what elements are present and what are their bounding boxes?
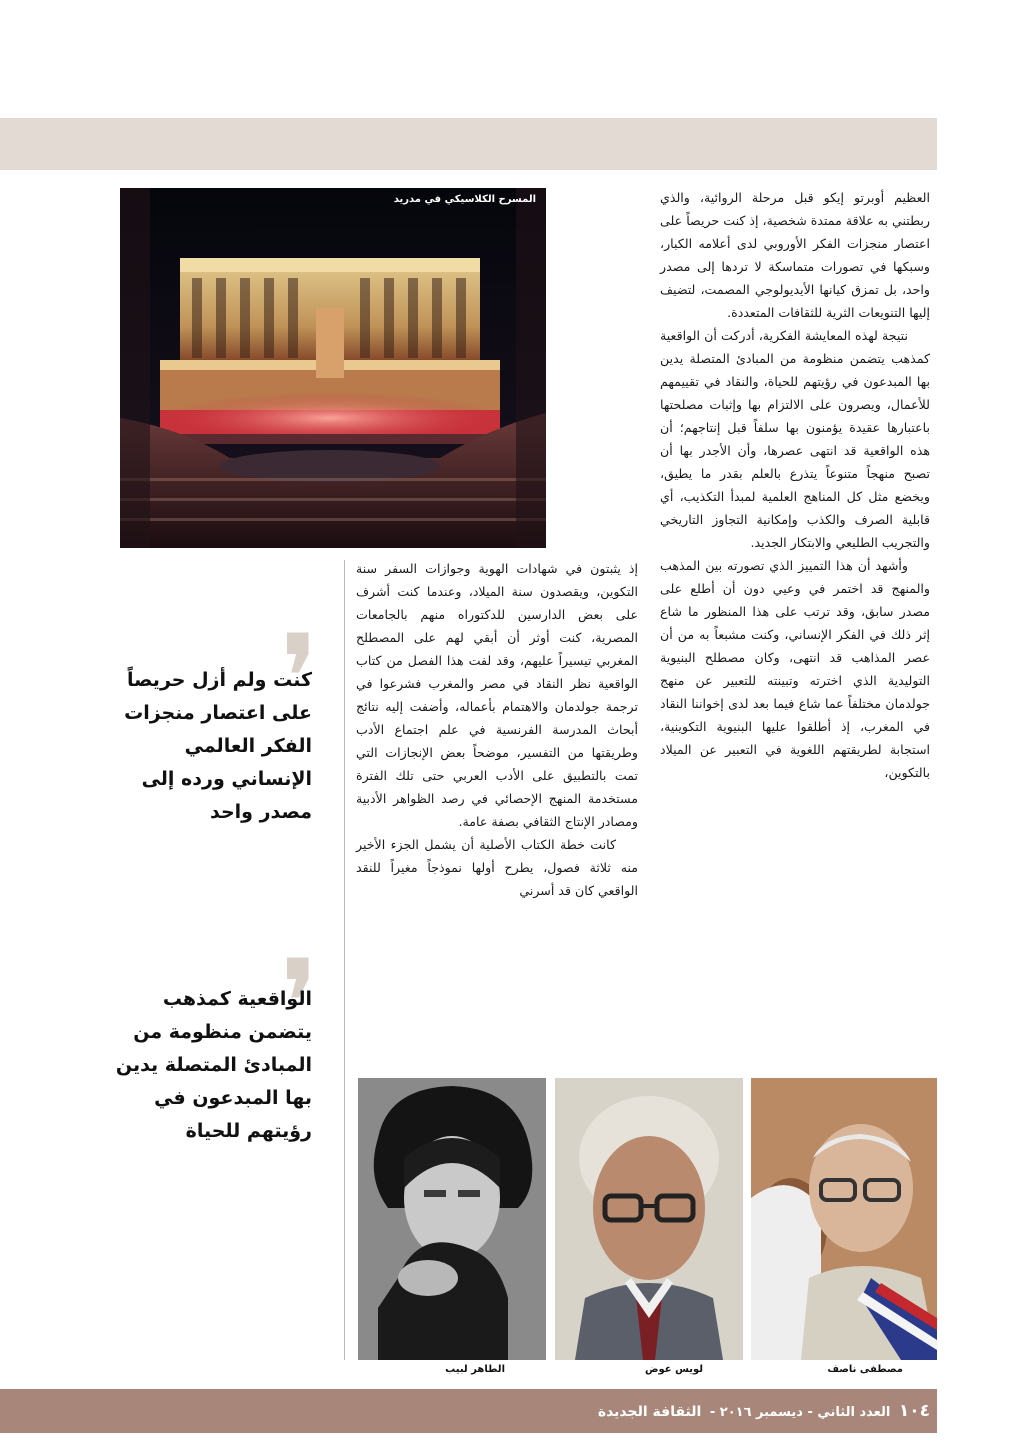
theater-photo (120, 188, 546, 548)
portrait-caption: لويس عوض (645, 1364, 703, 1375)
pull-quote: كنت ولم أزل حريصاً على اعتصار منجزات الفكر العالمي الإنساني ورده إلى مصدر واحد (124, 669, 312, 823)
quote-mark-icon: ❜ (280, 935, 319, 1074)
paragraph: كانت خطة الكتاب الأصلية أن يشمل الجزء الأخير منه ثلاثة فصول، يطرح أولها نموذجاً مغيراً للنقد الواقعي كان قد أسرني (356, 837, 638, 898)
column-divider (344, 560, 345, 1360)
issue-info: العدد الثاني - ديسمبر ٢٠١٦ - (709, 1405, 891, 1420)
photo-caption: المسرح الكلاسيكي في مدريد (393, 194, 536, 205)
magazine-logo: الثقافة الجديدة (597, 1404, 702, 1420)
text-column-right (660, 186, 930, 784)
portrait-photo (358, 1078, 546, 1360)
paragraph: العظيم أوبرتو إيكو قبل مرحلة الروائية، والذي ربطتني به علاقة ممتدة شخصية، إذ كنت حريصاً على اعتصار منجزات الفكر الأوروبي لدى أعلامه الكبار، وسبكها في تصورات متماسكة لا تردها إلى مصدر واحد، بل تمزق كيانها الأيديولوجي المصمت، لتضيف إليها التنويعات الثرية للثقافات المتعددة. (660, 190, 930, 320)
portrait-photo (751, 1078, 937, 1360)
paragraph: وأشهد أن هذا التمييز الذي تصورته بين المذهب والمنهج قد اختمر في وعيي دون أن أطلع على مصدر سابق، وقد ترتب على هذا المنظور ما شاع إثر ذلك في الفكر الإنساني، وكنت مشبعاً به من أن عصر المذاهب قد انتهى، وكان مصطلح البنيوية التوليدية الذي اخترته وتبينته للتعبير عن منهج جولدمان مختلفاً عما شاع فيما بعد لدى إخواننا النقاد في المغرب، إذ أطلقوا عليها البنيوية التكوينية، استجابة لطريقتهم اللغوية في التعبير عن الميلاد بالتكوين، (660, 558, 930, 780)
portrait-caption: مصطفى ناصف (827, 1364, 903, 1375)
quote-mark-icon: ❜ (280, 610, 319, 749)
page-number: ١٠٤ (898, 1401, 930, 1421)
portrait-caption: الطاهر لبيب (445, 1364, 505, 1375)
header-band (0, 118, 937, 170)
paragraph: نتيجة لهذه المعايشة الفكرية، أدركت أن الواقعية كمذهب يتضمن منظومة من المبادئ المتصلة يدين بها المبدعون في رؤيتهم للحياة، والنقاد في تقييمهم للأعمال، ويصرون على الالتزام بها وإثبات مصلحتها باعتبارها عقيدة يؤمنون بها سلفاً قبل إنتاجهم؛ أن هذه الواقعية قد انتهى عصرها، وأن الأجدر بها أن تصبح منهجاً متنوعاً يتذرع بالعلم بقدر ما يطيق، ويخضع مثل كل المناهج العلمية لمبدأ التكذيب، أي قابلية الصرف والكذب وإمكانية التجاوز التاريخي والتجريب الطليعي والابتكار الجديد. (660, 328, 930, 550)
paragraph: إذ يثبتون في شهادات الهوية وجوازات السفر سنة التكوين، ويقصدون سنة الميلاد، وعندما كنت أشرف على بعض الدارسين للدكتوراه منهم بالجامعات المصرية، كنت أوثر أن أبقي لهم على المصطلح المغربي تيسيراً عليهم، وقد لفت هذا الفصل من كتاب الواقعية نظر النقاد في مصر والمغرب فشرعوا في ترجمة جولدمان والاهتمام بأعماله، وأضفت إليه نتائج أبحاث المدرسة الفرنسية في علم اجتماع الأدب وطريقتها من التفسير، موضحاً بعض الإنجازات التي تمت بالتطبيق على الأدب العربي حتى تلك الفترة مستخدمة المنهج الإحصائي في رصد الظواهر الأدبية ومصادر الإنتاج الثقافي بصفة عامة. (356, 561, 638, 829)
footer (400, 1396, 930, 1428)
text-column-middle (356, 557, 638, 902)
portrait-photo (555, 1078, 743, 1360)
pull-quote: الواقعية كمذهب يتضمن منظومة من المبادئ المتصلة يدين بها المبدعون في رؤيتهم للحياة (115, 988, 312, 1142)
